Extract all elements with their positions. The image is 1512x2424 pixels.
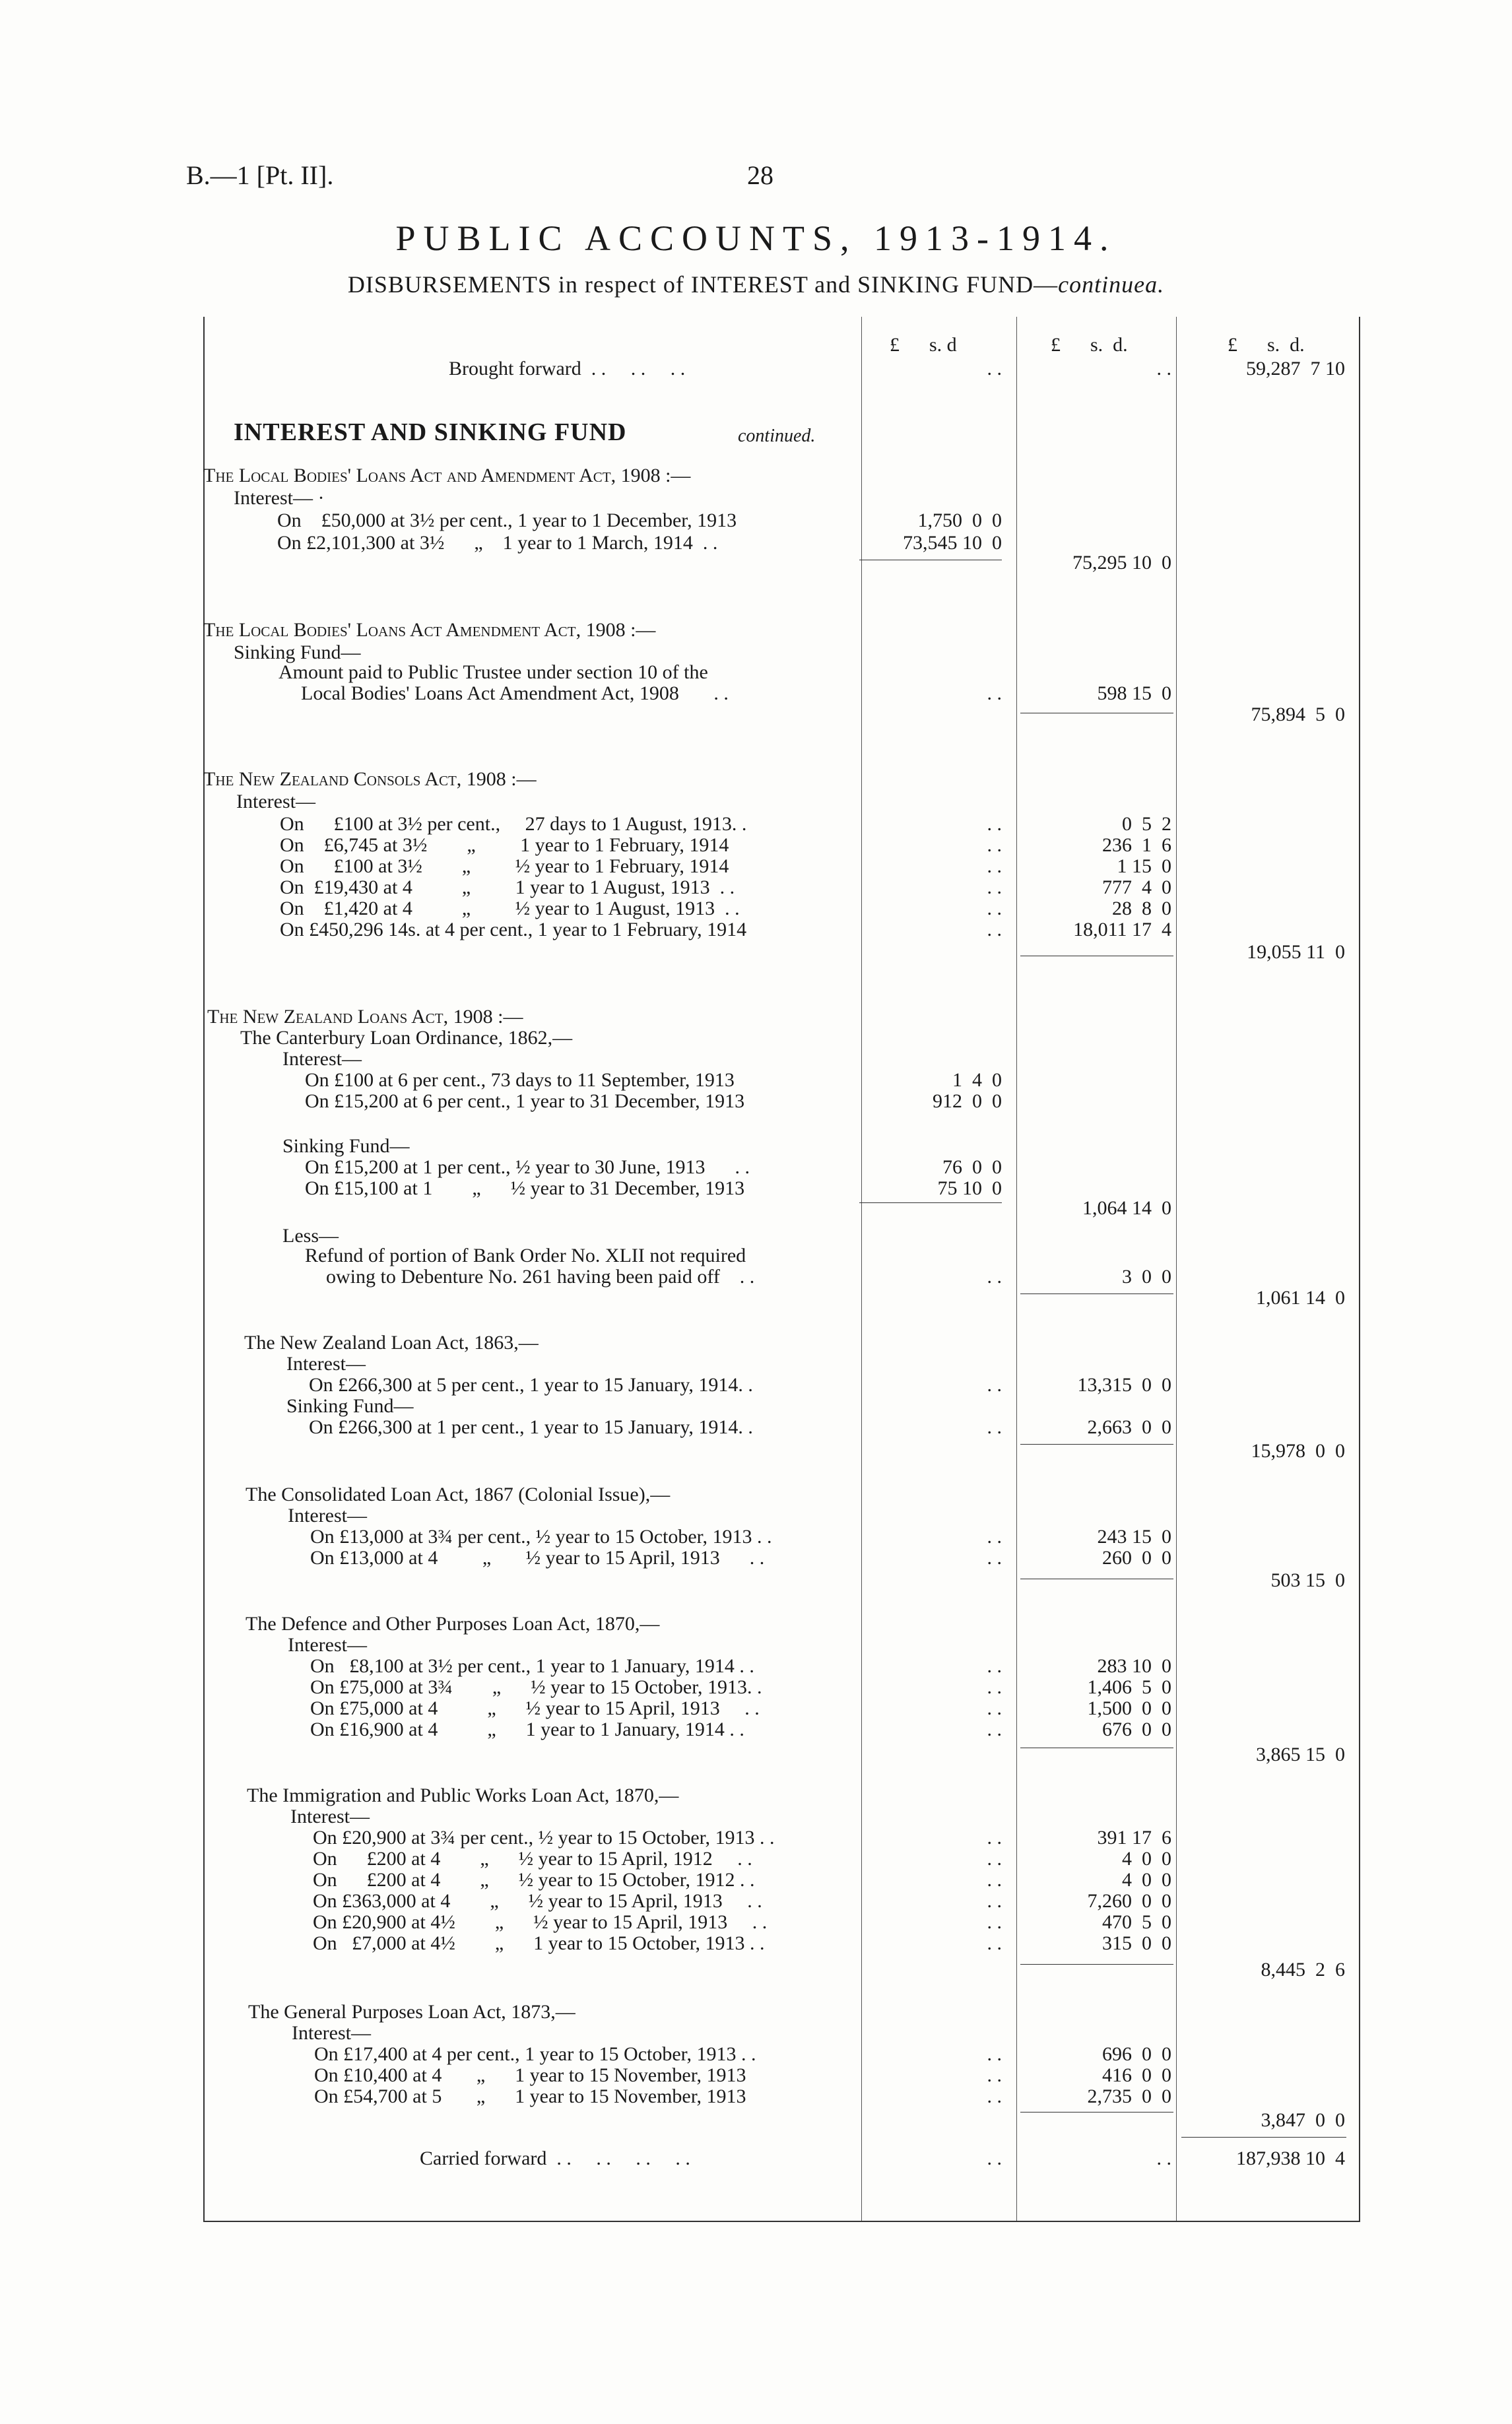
lb1-row-2: On £2,101,300 at 3½ „ 1 year to 1 March, 1914 . .	[277, 532, 718, 554]
def1870-row-2-c2: 1,406 5 0	[1087, 1676, 1171, 1698]
cons1867-row-2-c1: . .	[987, 1547, 1002, 1569]
gp1873-row-1: On £17,400 at 4 per cent., 1 year to 15 October, 1913 . .	[314, 2043, 756, 2065]
cons1867-interest-label: Interest—	[288, 1505, 367, 1526]
imm1870-row-1: On £20,900 at 3¾ per cent., ½ year to 15 October, 1913 . .	[313, 1827, 775, 1849]
nzc-c3-total: 19,055 11 0	[1247, 941, 1345, 963]
nzl-c3-total: 1,061 14 0	[1256, 1287, 1345, 1309]
subtitle-continued: continuea.	[1058, 271, 1165, 298]
gp1873-c3-total: 3,847 0 0	[1261, 2109, 1345, 2131]
imm1870-row-4: On £363,000 at 4 „ ½ year to 15 April, 1913 . .	[313, 1890, 762, 1912]
carried-forward-c2: . .	[1156, 2147, 1171, 2169]
nzl-title: The New Zealand Loans Act, 1908 :—	[207, 1006, 523, 1028]
carried-forward-c1: . .	[987, 2147, 1002, 2169]
imm1870-row-3-c1: . .	[987, 1869, 1002, 1891]
nzc-row-5: On £1,420 at 4 „ ½ year to 1 August, 1913 . .	[280, 898, 740, 919]
nz1863-rule	[1020, 1444, 1173, 1445]
nzl-int-row-2: On £15,200 at 6 per cent., 1 year to 31 December, 1913	[305, 1090, 745, 1112]
def1870-row-3-c2: 1,500 0 0	[1087, 1697, 1171, 1719]
def1870-row-1-c2: 283 10 0	[1097, 1655, 1171, 1677]
page-number: 28	[747, 160, 773, 190]
lb1-row-1-c1: 1,750 0 0	[917, 509, 1002, 531]
imm1870-row-4-c2: 7,260 0 0	[1087, 1890, 1171, 1912]
nzc-row-2: On £6,745 at 3½ „ 1 year to 1 February, 1914	[280, 834, 729, 856]
def1870-row-1: On £8,100 at 3½ per cent., 1 year to 1 January, 1914 . .	[310, 1655, 754, 1677]
imm1870-row-3: On £200 at 4 „ ½ year to 15 October, 1912 . .	[313, 1869, 755, 1891]
imm1870-row-3-c2: 4 0 0	[1122, 1869, 1171, 1891]
nzc-interest-label: Interest—	[236, 791, 315, 812]
page-subtitle	[0, 271, 1512, 298]
cons1867-row-1-c1: . .	[987, 1526, 1002, 1548]
nzl-c2-subtotal: 1,064 14 0	[1082, 1197, 1171, 1219]
nz1863-title: The New Zealand Loan Act, 1863,—	[244, 1332, 539, 1354]
cons1867-row-1-c2: 243 15 0	[1097, 1526, 1171, 1548]
nzc-row-2-c1: . .	[987, 834, 1002, 856]
nz1863-int-row-c2: 13,315 0 0	[1077, 1374, 1171, 1396]
nzl-interest-label: Interest—	[282, 1048, 362, 1070]
lb2-line-2: Local Bodies' Loans Act Amendment Act, 1908 . .	[301, 682, 729, 704]
lb2-title: The Local Bodies' Loans Act Amendment Act, 1908 :—	[203, 619, 656, 641]
gp1873-row-2: On £10,400 at 4 „ 1 year to 15 November, 1913	[314, 2064, 746, 2086]
nzl-int-row-1: On £100 at 6 per cent., 73 days to 11 September, 1913	[305, 1069, 735, 1091]
nzl-sinking-label: Sinking Fund—	[282, 1135, 410, 1157]
nz1863-sf-row-c1: . .	[987, 1416, 1002, 1438]
gp1873-interest-label: Interest—	[292, 2022, 371, 2044]
subtitle-main: DISBURSEMENTS in respect of INTEREST and SINKING FUND—	[347, 271, 1059, 298]
imm1870-row-1-c2: 391 17 6	[1097, 1827, 1171, 1849]
nzl-sf-row-1-c1: 76 0 0	[942, 1156, 1002, 1178]
nzc-row-3-c1: . .	[987, 855, 1002, 877]
nzc-row-1-c2: 0 5 2	[1122, 813, 1171, 835]
nzc-row-6: On £450,296 14s. at 4 per cent., 1 year to 1 February, 1914	[280, 919, 747, 940]
section-heading-continued: continued.	[738, 426, 816, 446]
lb1-title: The Local Bodies' Loans Act and Amendment Act, 1908 :—	[203, 465, 691, 486]
nzc-title: The New Zealand Consols Act, 1908 :—	[203, 768, 537, 790]
cons1867-title: The Consolidated Loan Act, 1867 (Colonial Issue),—	[246, 1484, 671, 1505]
nzc-row-3-c2: 1 15 0	[1117, 855, 1171, 877]
nzl-refund-line-2: owing to Debenture No. 261 having been paid off . .	[326, 1266, 755, 1288]
imm1870-row-6-c1: . .	[987, 1932, 1002, 1954]
lb1-interest-label: Interest— ·	[234, 487, 325, 509]
nzc-row-4-c2: 777 4 0	[1102, 876, 1171, 898]
gp1873-row-3: On £54,700 at 5 „ 1 year to 15 November, 1913	[314, 2085, 746, 2107]
column-header-3: £ s. d.	[1228, 334, 1305, 356]
imm1870-row-6: On £7,000 at 4½ „ 1 year to 15 October, 1913 . .	[313, 1932, 765, 1954]
cons1867-row-2-c2: 260 0 0	[1102, 1547, 1171, 1569]
gp1873-rule	[1020, 2112, 1173, 2113]
carried-forward-c3: 187,938 10 4	[1236, 2147, 1345, 2169]
nzl-int-row-1-c1: 1 4 0	[952, 1069, 1002, 1091]
imm1870-row-2: On £200 at 4 „ ½ year to 15 April, 1912 . .	[313, 1848, 752, 1870]
def1870-row-4-c2: 676 0 0	[1102, 1719, 1171, 1740]
gp1873-row-1-c2: 696 0 0	[1102, 2043, 1171, 2065]
gp1873-row-3-c2: 2,735 0 0	[1087, 2085, 1171, 2107]
def1870-title: The Defence and Other Purposes Loan Act, 1870,—	[246, 1613, 660, 1635]
document-reference: B.—1 [Pt. II].	[186, 160, 334, 190]
imm1870-c3-total: 8,445 2 6	[1261, 1959, 1345, 1981]
cons1867-row-1: On £13,000 at 3¾ per cent., ½ year to 15 October, 1913 . .	[310, 1526, 772, 1548]
nz1863-sf-row: On £266,300 at 1 per cent., 1 year to 15 January, 1914. .	[309, 1416, 753, 1438]
def1870-row-4: On £16,900 at 4 „ 1 year to 1 January, 1914 . .	[310, 1719, 744, 1740]
def1870-row-2-c1: . .	[987, 1676, 1002, 1698]
imm1870-row-6-c2: 315 0 0	[1102, 1932, 1171, 1954]
section-heading: INTEREST AND SINKING FUND	[234, 418, 627, 446]
def1870-row-3-c1: . .	[987, 1697, 1002, 1719]
gp1873-row-3-c1: . .	[987, 2085, 1002, 2107]
nz1863-sinking-label: Sinking Fund—	[286, 1395, 414, 1417]
lb1-c2-total: 75,295 10 0	[1072, 552, 1171, 573]
nz1863-int-row: On £266,300 at 5 per cent., 1 year to 15 January, 1914. .	[309, 1374, 753, 1396]
nzl-sf-row-2-c1: 75 10 0	[937, 1177, 1002, 1199]
imm1870-row-2-c2: 4 0 0	[1122, 1848, 1171, 1870]
def1870-row-1-c1: . .	[987, 1655, 1002, 1677]
imm1870-row-4-c1: . .	[987, 1890, 1002, 1912]
nz1863-interest-label: Interest—	[286, 1353, 366, 1375]
nz1863-int-row-c1: . .	[987, 1374, 1002, 1396]
cons1867-row-2: On £13,000 at 4 „ ½ year to 15 April, 1913 . .	[310, 1547, 765, 1569]
nzl-c1-rule	[859, 1202, 1002, 1203]
lb1-row-1: On £50,000 at 3½ per cent., 1 year to 1 December, 1913	[277, 509, 737, 531]
def1870-row-4-c1: . .	[987, 1719, 1002, 1740]
nzl-refund-c1: . .	[987, 1266, 1002, 1288]
carried-forward-rule	[1181, 2137, 1346, 2138]
brought-forward-c3: 59,287 7 10	[1246, 358, 1345, 379]
imm1870-row-5: On £20,900 at 4½ „ ½ year to 15 April, 1913 . .	[313, 1911, 768, 1933]
carried-forward-label: Carried forward . . . . . . . .	[420, 2147, 690, 2169]
imm1870-rule	[1020, 1964, 1173, 1965]
gp1873-row-1-c1: . .	[987, 2043, 1002, 2065]
nzl-refund-c2: 3 0 0	[1122, 1266, 1171, 1288]
column-header-2: £ s. d.	[1051, 334, 1128, 356]
imm1870-title: The Immigration and Public Works Loan Act, 1870,—	[247, 1785, 679, 1806]
imm1870-row-5-c2: 470 5 0	[1102, 1911, 1171, 1933]
imm1870-interest-label: Interest—	[290, 1806, 370, 1827]
imm1870-row-1-c1: . .	[987, 1827, 1002, 1849]
lb2-sinking-label: Sinking Fund—	[234, 641, 361, 663]
nzl-refund-line-1: Refund of portion of Bank Order No. XLII not required	[305, 1245, 746, 1266]
nzc-row-1-c1: . .	[987, 813, 1002, 835]
nzc-row-5-c1: . .	[987, 898, 1002, 919]
nz1863-c3-total: 15,978 0 0	[1251, 1440, 1345, 1462]
nz1863-sf-row-c2: 2,663 0 0	[1087, 1416, 1171, 1438]
brought-forward-label: Brought forward . . . . . .	[449, 358, 686, 379]
nzc-row-1: On £100 at 3½ per cent., 27 days to 1 August, 1913. .	[280, 813, 747, 835]
gp1873-row-2-c1: . .	[987, 2064, 1002, 2086]
nzc-row-5-c2: 28 8 0	[1112, 898, 1171, 919]
nzl-sf-row-2: On £15,100 at 1 „ ½ year to 31 December, 1913	[305, 1177, 745, 1199]
cons1867-c3-total: 503 15 0	[1270, 1569, 1345, 1591]
lb2-c3-total: 75,894 5 0	[1251, 704, 1345, 725]
page-title: PUBLIC ACCOUNTS, 1913-1914.	[395, 218, 1117, 258]
nzl-sf-row-1: On £15,200 at 1 per cent., ½ year to 30 June, 1913 . .	[305, 1156, 750, 1178]
nzl-int-row-2-c1: 912 0 0	[933, 1090, 1002, 1112]
lb2-line-1: Amount paid to Public Trustee under section 10 of the	[279, 661, 708, 683]
nzc-row-6-c1: . .	[987, 919, 1002, 940]
brought-forward-c1: . .	[987, 358, 1002, 379]
lb2-c1: . .	[987, 682, 1002, 704]
nzc-row-4-c1: . .	[987, 876, 1002, 898]
nzc-row-6-c2: 18,011 17 4	[1073, 919, 1171, 940]
def1870-row-3: On £75,000 at 4 „ ½ year to 15 April, 1913 . .	[310, 1697, 760, 1719]
brought-forward-c2: . .	[1156, 358, 1171, 379]
imm1870-row-5-c1: . .	[987, 1911, 1002, 1933]
def1870-c3-total: 3,865 15 0	[1256, 1744, 1345, 1765]
nzc-row-4: On £19,430 at 4 „ 1 year to 1 August, 1913 . .	[280, 876, 735, 898]
def1870-interest-label: Interest—	[288, 1634, 367, 1656]
def1870-row-2: On £75,000 at 3¾ „ ½ year to 15 October, 1913. .	[310, 1676, 762, 1698]
column-divider-3	[1176, 317, 1177, 2221]
lb2-c2: 598 15 0	[1097, 682, 1171, 704]
lb1-row-2-c1: 73,545 10 0	[903, 532, 1002, 554]
gp1873-title: The General Purposes Loan Act, 1873,—	[248, 2001, 575, 2023]
gp1873-row-2-c2: 416 0 0	[1102, 2064, 1171, 2086]
nzc-row-2-c2: 236 1 6	[1102, 834, 1171, 856]
nzc-row-3: On £100 at 3½ „ ½ year to 1 February, 1914	[280, 855, 729, 877]
imm1870-row-2-c1: . .	[987, 1848, 1002, 1870]
nzl-canterbury: The Canterbury Loan Ordinance, 1862,—	[240, 1027, 573, 1049]
column-header-1: £ s. d	[890, 334, 957, 356]
nzl-less-label: Less—	[282, 1225, 339, 1247]
